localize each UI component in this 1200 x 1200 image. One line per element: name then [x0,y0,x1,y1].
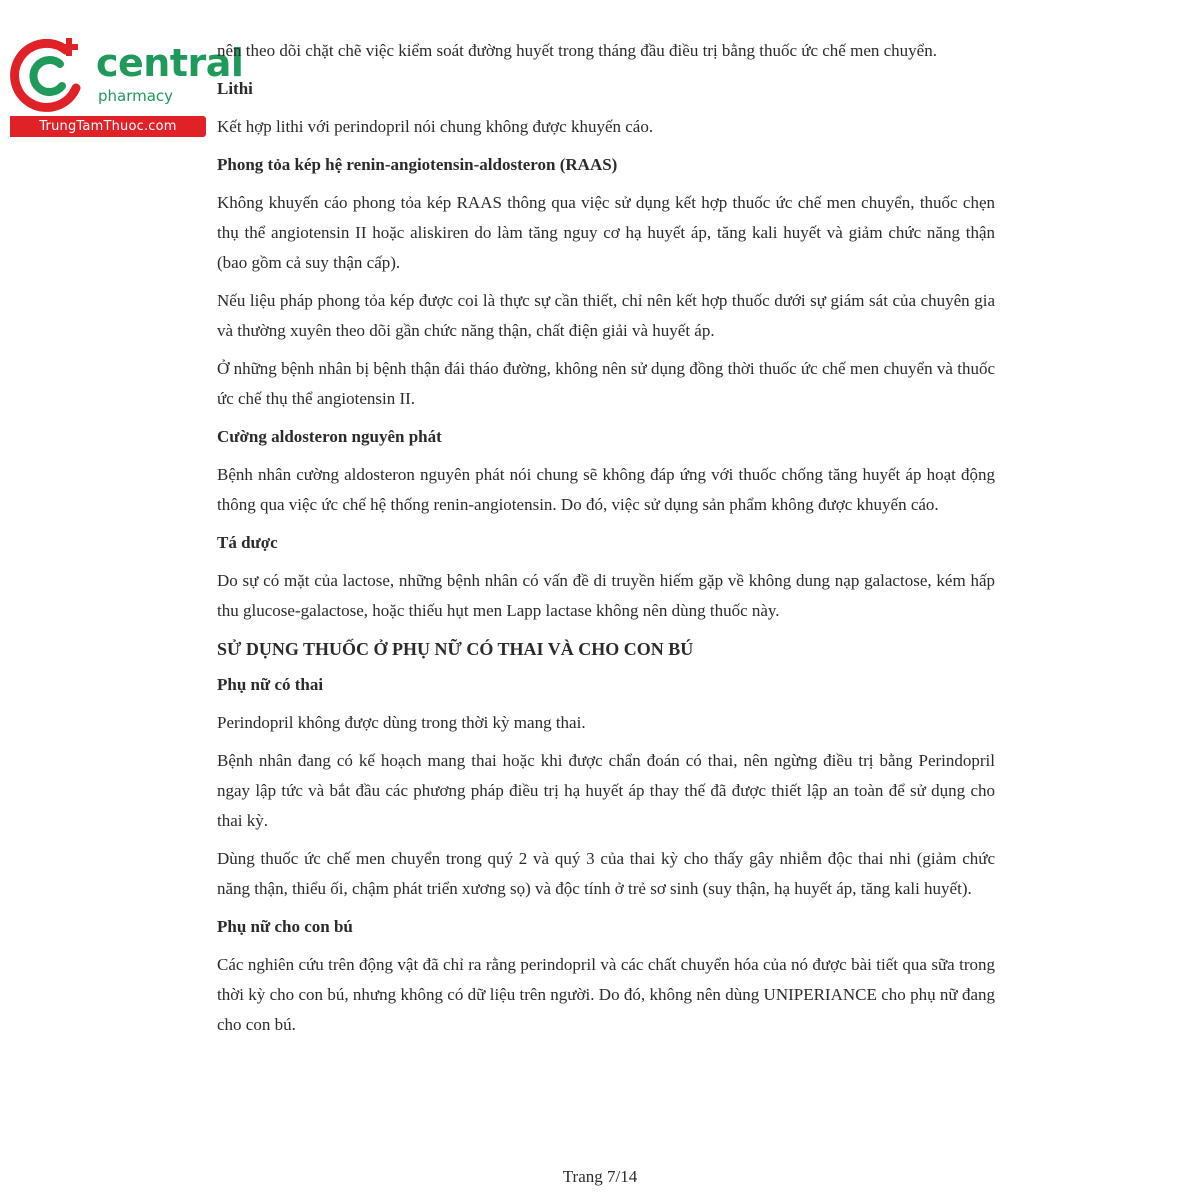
page-number: Trang 7/14 [562,1167,638,1186]
paragraph: Do sự có mặt của lactose, những bệnh nhân có vấn đề di truyền hiếm gặp về không dung nạp galactose, kém hấp thu glucose-galactose, hoặc thiếu hụt men Lapp lactase không nên dùng thuốc này. [217,571,995,620]
paragraph: Perindopril không được dùng trong thời kỳ mang thai. [217,713,586,732]
section-heading: Cường aldosteron nguyên phát [217,427,442,446]
section-heading: Lithi [217,79,253,98]
logo-brand: central [96,41,244,85]
paragraph: Không khuyến cáo phong tỏa kép RAAS thông qua việc sử dụng kết hợp thuốc ức chế men chuyển, thuốc chẹn thụ thể angiotensin II hoặc aliskiren do làm tăng nguy cơ hạ huyết áp, tăng kali huyết và giảm chức năng thận (bao gồm cả suy thận cấp). [217,193,995,272]
chapter-heading: SỬ DỤNG THUỐC Ở PHỤ NỮ CÓ THAI VÀ CHO CON BÚ [217,639,694,659]
paragraph: nên theo dõi chặt chẽ việc kiểm soát đường huyết trong tháng đầu điều trị bằng thuốc ức chế men chuyển. [217,41,937,60]
section-heading: Phụ nữ cho con bú [217,917,353,936]
paragraph: Bệnh nhân đang có kế hoạch mang thai hoặc khi được chẩn đoán có thai, nên ngừng điều trị bằng Perindopril ngay lập tức và bắt đầu các phương pháp điều trị hạ huyết áp thay thế đã được thiết lập an toàn để sử dụng cho thai kỳ. [217,751,995,830]
logo-banner: TrungTamThuoc.com [10,116,206,137]
logo-subtitle: pharmacy [98,87,174,105]
section-heading: Tá dược [217,533,278,552]
paragraph: Dùng thuốc ức chế men chuyển trong quý 2 và quý 3 của thai kỳ cho thấy gây nhiễm độc thai nhi (giảm chức năng thận, thiểu ối, chậm phát triển xương sọ) và độc tính ở trẻ sơ sinh (suy thận, hạ huyết áp, tăng kali huyết). [217,849,995,898]
paragraph: Ở những bệnh nhân bị bệnh thận đái tháo đường, không nên sử dụng đồng thời thuốc ức chế men chuyển và thuốc ức chế thụ thể angiotensin II. [217,359,995,408]
paragraph: Các nghiên cứu trên động vật đã chỉ ra rằng perindopril và các chất chuyển hóa của nó được bài tiết qua sữa trong thời kỳ cho con bú, nhưng không có dữ liệu trên người. Do đó, không nên dùng UNIPERIANCE cho phụ nữ đang cho con bú. [217,955,995,1034]
section-heading: Phong tỏa kép hệ renin-angiotensin-aldosteron (RAAS) [217,155,618,174]
paragraph: Nếu liệu pháp phong tỏa kép được coi là thực sự cần thiết, chỉ nên kết hợp thuốc dưới sự giám sát của chuyên gia và thường xuyên theo dõi gần chức năng thận, chất điện giải và huyết áp. [217,291,995,340]
central-logo-icon [10,36,90,116]
paragraph: Bệnh nhân cường aldosteron nguyên phát nói chung sẽ không đáp ứng với thuốc chống tăng huyết áp hoạt động thông qua việc ức chế hệ thống renin-angiotensin. Do đó, việc sử dụng sản phẩm không được khuyến cáo. [217,465,995,514]
paragraph: Kết hợp lithi với perindopril nói chung không được khuyến cáo. [217,117,654,136]
document-body [217,36,995,1048]
section-heading: Phụ nữ có thai [217,675,324,694]
